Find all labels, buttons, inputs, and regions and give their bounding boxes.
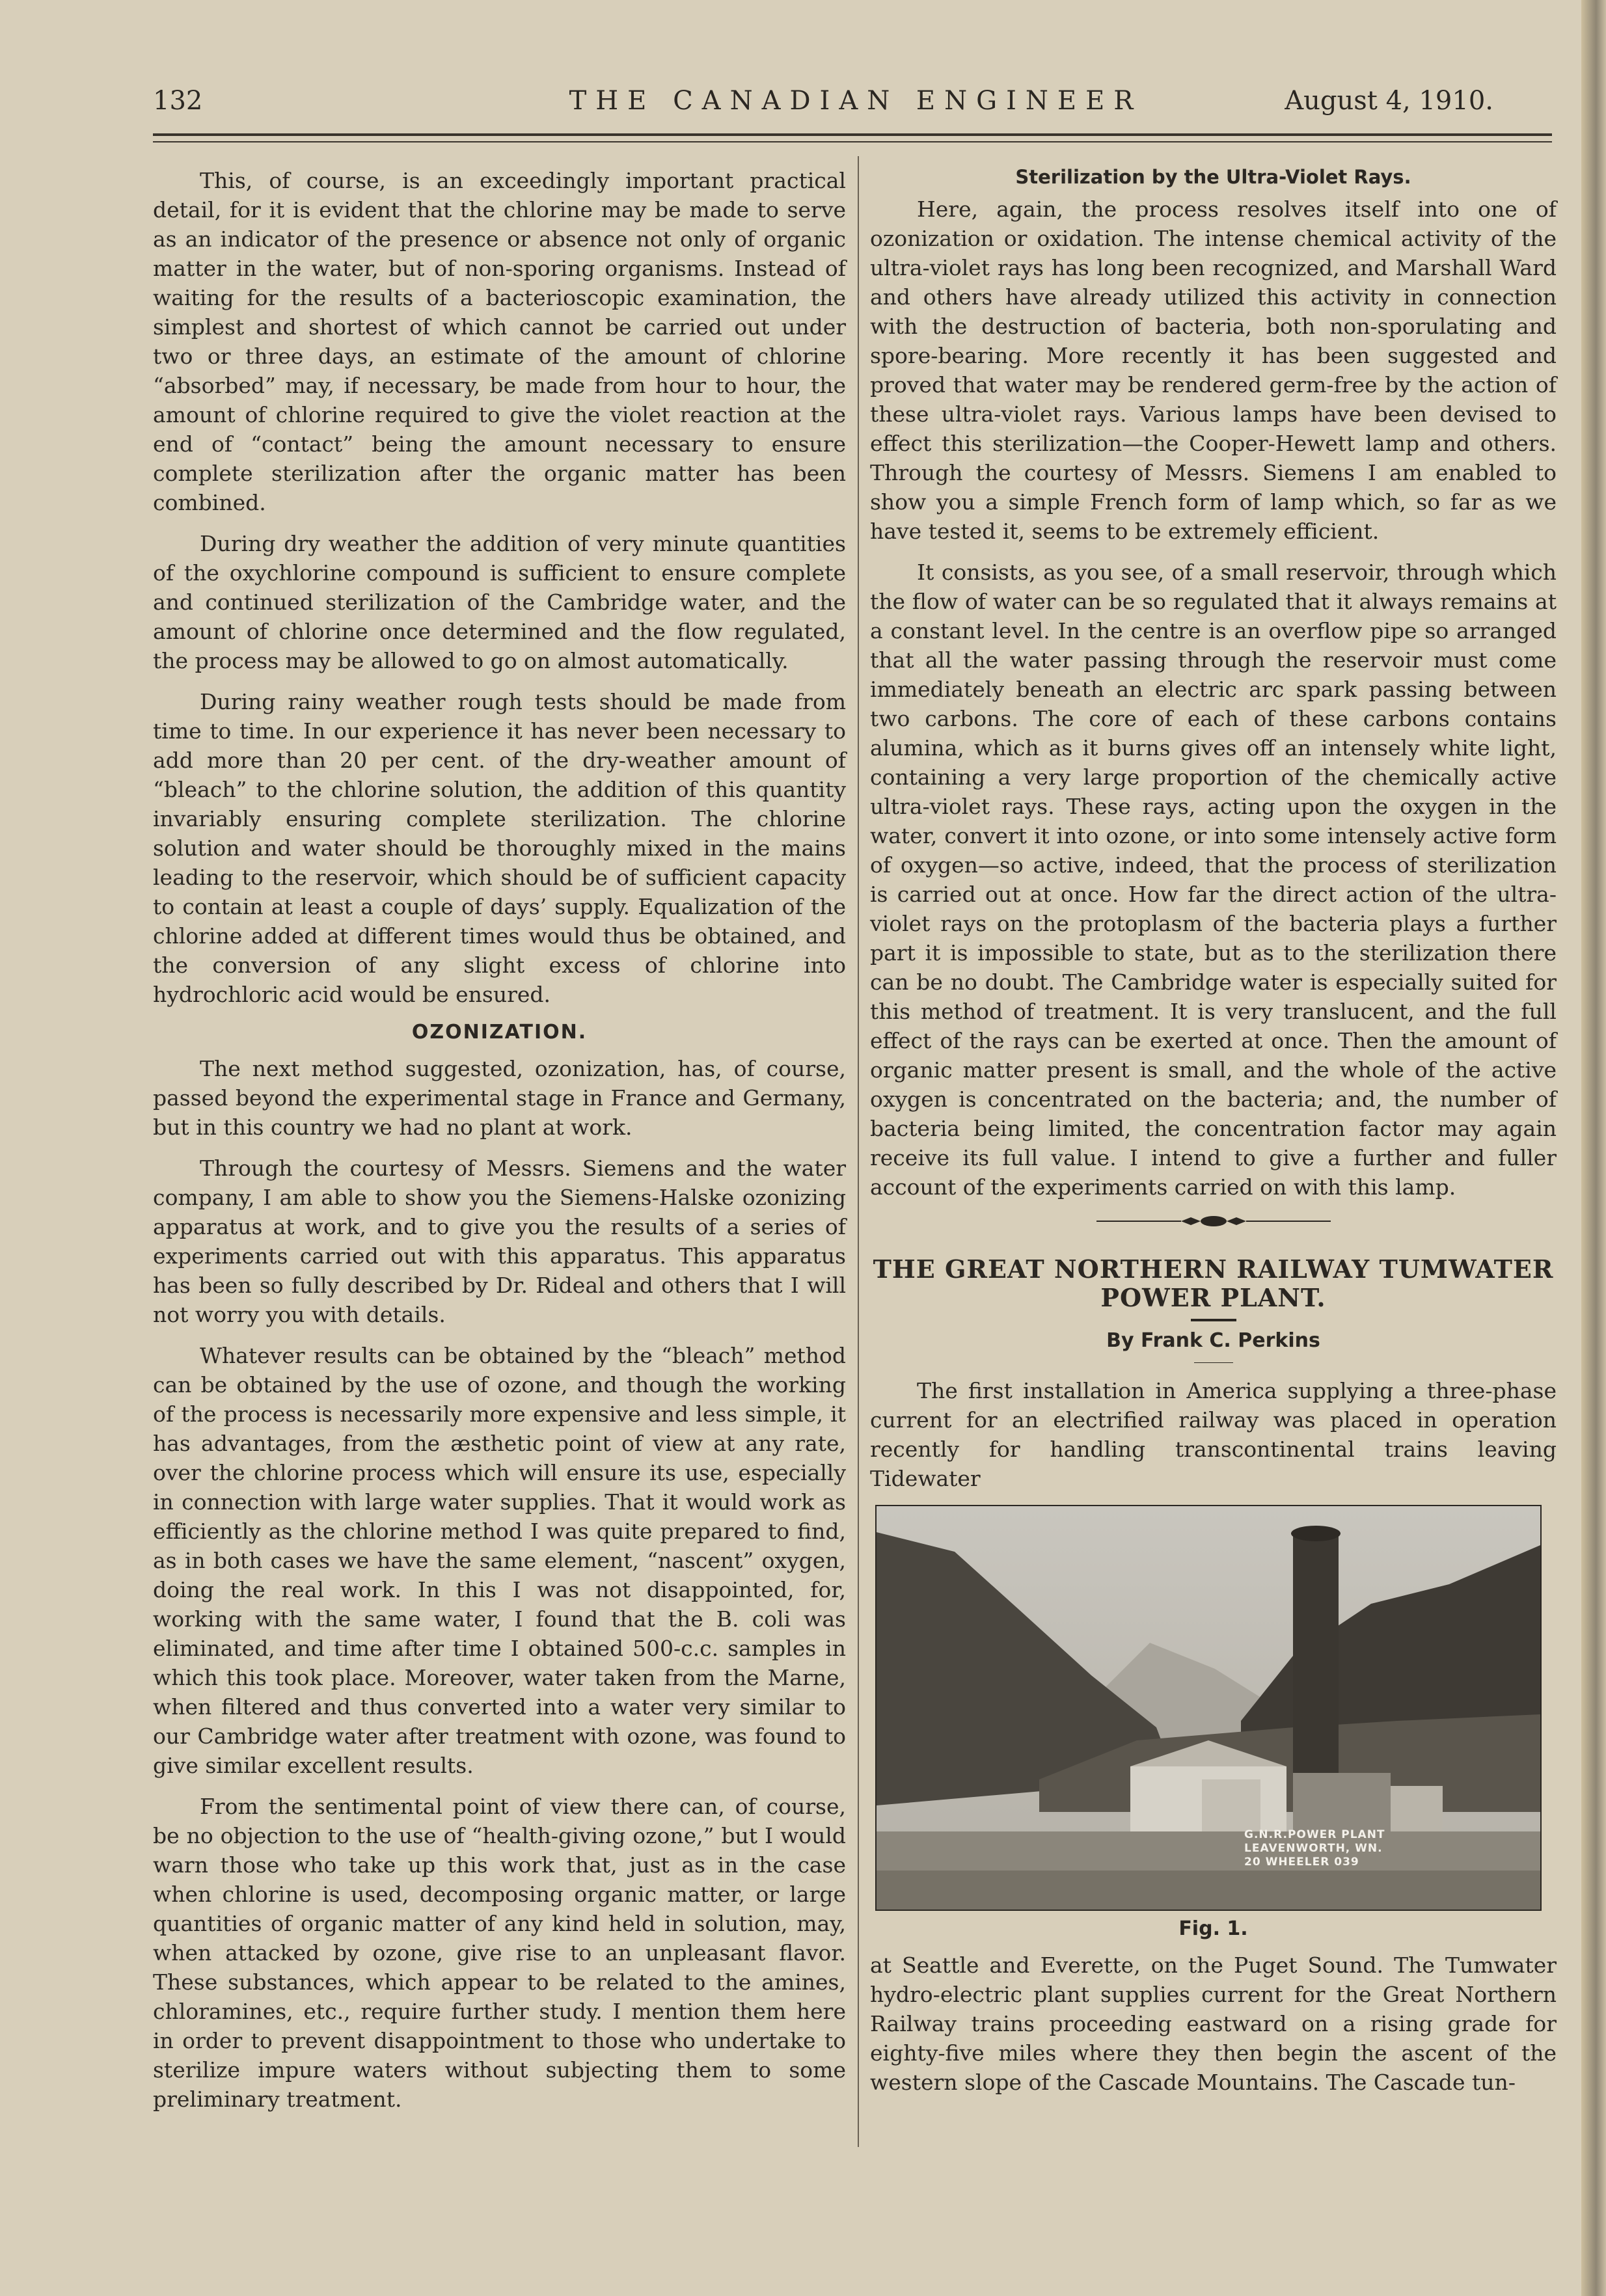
- journal-title: THE CANADIAN ENGINEER: [569, 86, 1143, 116]
- section-heading-ozonization: OZONIZATION.: [411, 1021, 588, 1044]
- article-title: THE GREAT NORTHERN RAILWAY TUMWATER POWER PLANT.: [873, 1254, 1554, 1312]
- left-column: [153, 166, 846, 2126]
- power-plant-photo: [875, 1505, 1542, 1911]
- body-paragraph: During rainy weather rough tests should be made from time to time. In our experience it has never been necessary to add more than 20 per cent. of the dry-weather amount of “bleach” to the chlorine solution, the addition of this quantity invariably ensuring complete sterilization. The chlorine solution and water should be thoroughly mixed in the mains leading to the reservoir, which should be of sufficient capacity to contain at least a couple of days’ supply. Equalization of the chlorine added at different times would thus be obtained, and the conversion of any slight excess of chlorine into hydrochloric acid would be ensured.: [153, 689, 846, 1007]
- body-paragraph: Through the courtesy of Messrs. Siemens and the water company, I am able to show you the Siemens-Halske ozonizing apparatus at work, and to give you the results of a series of experiments carried out with this apparatus. This apparatus has been so fully described by Dr. Rideal and others that I will not worry you with details.: [153, 1155, 846, 1327]
- section-ornament-divider: [870, 1215, 1557, 1230]
- page-number: 132: [153, 86, 203, 116]
- body-paragraph: Here, again, the process resolves itself into one of ozonization or oxidation. The intense chemical activity of the ultra-violet rays has long been recognized, and Marshall Ward and others have already utilized this activity in connection with the destruction of bacteria, both non-sporulating and spore-bearing. More recently it has been suggested and proved that water may be rendered germ-free by the action of these ultra-violet rays. Various lamps have been devised to effect this sterilization—the Cooper-Hewett lamp and others. Through the courtesy of Messrs. Siemens I am enabled to show you a simple French form of lamp which, so far as we have tested it, seems to be extremely efficient.: [870, 196, 1557, 544]
- right-column: [870, 166, 1557, 2109]
- body-paragraph: It consists, as you see, of a small reservoir, through which the flow of water can be so regulated that it always remains at a constant level. In the centre is an overflow pipe so arranged that all the water passing through the reservoir must come immediately beneath an electric arc spark passing between two carbons. The core of each of these carbons contains alumina, which as it burns gives off an intensely white light, containing a very large proportion of the chemically active ultra-violet rays. These rays, acting upon the oxygen in the water, convert it into ozone, or into some intensely active form of oxygen—so active, indeed, that the process of sterilization is carried out at once. How far the direct action of the ultra-violet rays on the protoplasm of the bacteria plays a further part it is impossible to state, but as to the sterilization there can be no doubt. The Cambridge water is especially suited for this method of treatment. It is very translucent, and the full effect of the rays can be exerted at once. Then the amount of organic matter present is small, and the whole of the active oxygen is concentrated on the bacteria; and, the number of bacteria being limited, the concentration factor may again receive its full value. I intend to give a further and fuller account of the experiments carried on with this lamp.: [870, 560, 1557, 1200]
- header-rule-thick: [153, 133, 1552, 136]
- body-paragraph: The next method suggested, ozonization, has, of course, passed beyond the experimental stage in France and Germany, but in this country we had no plant at work.: [153, 1056, 846, 1140]
- body-paragraph: This, of course, is an exceedingly important practical detail, for it is evident that the chlorine may be made to serve as an indicator of the presence or absence not only of organic matter in the water, but of non-sporing organisms. Instead of waiting for the results of a bacterioscopic examination, the simplest and shortest of which cannot be carried out under two or three days, an estimate of the amount of chlorine “absorbed” may, if necessary, be made from hour to hour, the amount of chlorine required to give the violet reaction at the end of “contact” being the amount necessary to ensure complete sterilization after the organic matter has been combined.: [153, 168, 846, 515]
- page-header: [153, 86, 1558, 125]
- column-divider: [858, 156, 859, 2147]
- body-paragraph: From the sentimental point of view there can, of course, be no objection to the use of “health-giving ozone,” but I would warn those who take up this work that, just as in the case when chlorine is used, decomposing organic matter, or large quantities of organic matter of any kind held in solution, may, when attacked by ozone, give rise to an unpleasant flavor. These substances, which appear to be related to the amines, chloramines, etc., require further study. I mention them here in order to prevent disappointment to those who undertake to sterilize impure waters without subjecting them to some preliminary treatment.: [153, 1794, 846, 2112]
- section-heading-ultra-violet: Sterilization by the Ultra-Violet Rays.: [1015, 166, 1411, 188]
- title-rule: [1191, 1319, 1236, 1321]
- figure-caption: Fig. 1.: [1178, 1917, 1248, 1940]
- photo-inscription: G.N.R.POWER PLANT LEAVENWORTH, WN. 20 WHEELER 039: [1244, 1828, 1385, 1869]
- issue-date: August 4, 1910.: [1285, 86, 1493, 116]
- body-paragraph: Whatever results can be obtained by the “bleach” method can be obtained by the use of ozone, and though the working of the process is necessarily more expensive and less simple, it has advantages, from the æsthetic point of view at any rate, over the chlorine process which will ensure its use, especially in connection with large water supplies. That it would work as efficiently as the chlorine method I was quite prepared to find, as in both cases we have the same element, “nascent” oxygen, doing the real work. In this I was not disappointed, for, working with the same water, I found that the B. coli was eliminated, and time after time I obtained 500-c.c. samples in which this took place. Moreover, water taken from the Marne, when filtered and thus converted into a water very similar to our Cambridge water after treatment with ozone, was found to give similar excellent results.: [153, 1343, 846, 1778]
- body-paragraph: at Seattle and Everette, on the Puget Sound. The Tumwater hydro-electric plant supplies current for the Great Northern Railway trains proceeding eastward on a rising grade for eighty-five miles where they then begin the ascent of the western slope of the Cascade Mountains. The Cascade tun-: [870, 1952, 1557, 2095]
- article-byline: By Frank C. Perkins: [1106, 1329, 1320, 1352]
- body-paragraph: The first installation in America supplying a three-phase current for an electrified railway was placed in operation recently for handling transcontinental trains leaving Tidewater: [870, 1378, 1557, 1491]
- header-rule-thin: [153, 141, 1552, 142]
- byline-rule: [1194, 1362, 1233, 1363]
- body-paragraph: During dry weather the addition of very minute quantities of the oxychlorine compound is sufficient to ensure complete and continued sterilization of the Cambridge water, and the amount of chlorine once determined and the flow regulated, the process may be allowed to go on almost automatically.: [153, 531, 846, 673]
